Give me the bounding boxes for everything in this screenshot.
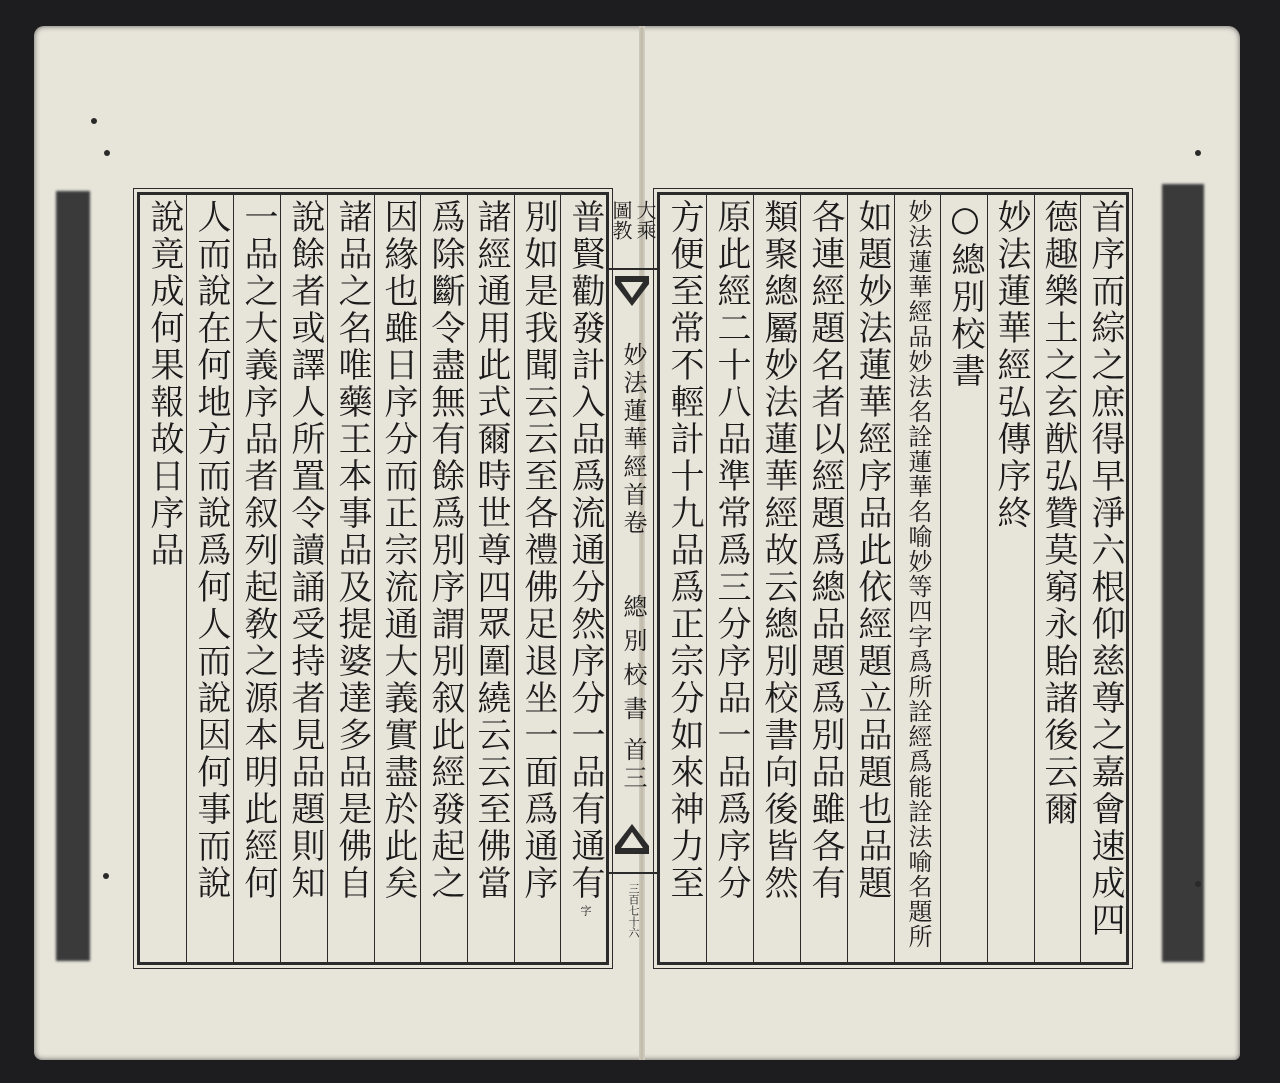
text-column: 方便至常不輕計十九品爲正宗分如來神力至	[664, 199, 704, 902]
left-ink-edge	[56, 191, 90, 961]
text-column: 普賢勸發計入品爲流通分然序分一品有通有	[565, 199, 605, 902]
banxin-label-left: 圖教	[609, 200, 633, 240]
binding-hole	[1195, 150, 1201, 156]
text-column: 一品之大義序品者叙列起敎之源本明此經何	[238, 199, 278, 902]
banxin-character-count: 三百七十六字	[579, 883, 640, 938]
text-column: 諸品之名唯藥王本事品及提婆達多品是佛自	[332, 199, 372, 902]
text-column: 諸經通用此式爾時世尊四眾圍繞云云至佛當	[471, 199, 511, 902]
text-column: 類聚總屬妙法蓮華經故云總別校書向後皆然	[758, 199, 798, 902]
banxin-label-right: 大乘	[633, 200, 657, 240]
text-column: 原此經二十八品準常爲三分序品一品爲序分	[711, 199, 751, 902]
text-column-annotated: 妙法蓮華經品妙法名詮蓮華名喻妙等四字爲所詮經爲能詮法喻名題所	[904, 199, 932, 949]
text-column: 妙法蓮華經弘傳序終	[991, 199, 1031, 532]
left-page-frame	[137, 192, 609, 965]
binding-hole	[104, 150, 110, 156]
text-column: 首序而綜之庶得早淨六根仰慈尊之嘉會速成四	[1085, 199, 1125, 939]
text-column: 各連經題名者以經題爲總品題爲別品雖各有	[805, 199, 845, 902]
text-column: 如題妙法蓮華經序品此依經題立品題也品題	[852, 199, 892, 902]
right-page-frame	[657, 192, 1129, 965]
text-column: 德趣樂土之玄猷弘贊莫窮永貽諸後云爾	[1038, 199, 1078, 828]
binding-hole	[1195, 881, 1201, 887]
book-spread	[34, 26, 1240, 1060]
banxin-title: 妙法蓮華經首卷	[619, 342, 647, 538]
upper-fishtail-icon	[615, 276, 649, 310]
right-ink-edge	[1162, 184, 1204, 962]
lower-fishtail-icon	[615, 820, 649, 854]
text-column: 說餘者或譯人所置令讀誦受持者見品題則知	[285, 199, 325, 902]
text-column: ○總別校書	[945, 199, 985, 390]
banxin-section: 總別校書	[619, 594, 647, 730]
text-column: 說竟成何果報故日序品	[144, 199, 184, 569]
text-column: 因緣也雖日序分而正宗流通大義實盡於此矣	[378, 199, 418, 902]
binding-hole	[103, 873, 109, 879]
binding-hole	[91, 118, 97, 124]
text-column: 人而說在何地方而說爲何人而說因何事而說	[191, 199, 231, 902]
text-column: 爲除斷令盡無有餘爲別序謂別叙此經發起之	[425, 199, 465, 902]
text-column: 別如是我聞云云至各禮佛足退坐一面爲通序	[518, 199, 558, 902]
banxin-folio: 首三	[619, 737, 647, 793]
